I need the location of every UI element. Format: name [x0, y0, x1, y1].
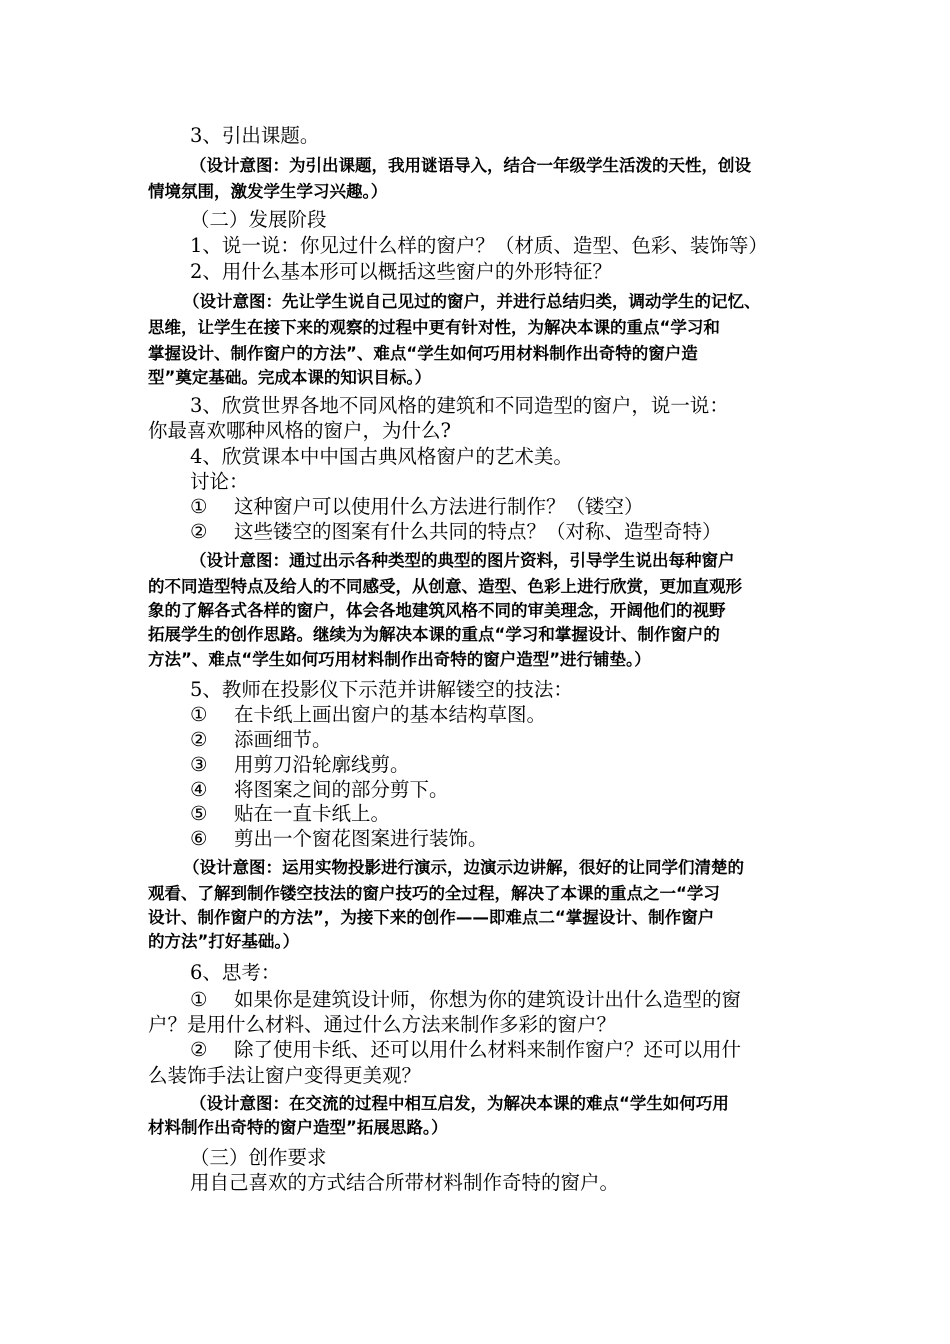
item-marker: ④ [190, 778, 208, 801]
step-3-heading: 3、引出课题。 [190, 124, 320, 147]
item-marker: ① [190, 495, 208, 518]
design-intent-3-line-3: 象的了解各式各样的窗户，体会各地建筑风格不同的审美理念，开阔他们的视野 [148, 601, 726, 620]
think-item-2-line-1 [190, 1040, 741, 1060]
section-3-heading: （三）创作要求 [190, 1146, 327, 1169]
question-6: 6、思考： [190, 961, 281, 984]
item-text: 如果你是建筑设计师，你想为你的建筑设计出什么造型的窗 [234, 988, 742, 1011]
think-item-1-line-2: 户？是用什么材料、通过什么方法来制作多彩的窗户？ [148, 1013, 617, 1036]
item-marker: ③ [190, 753, 208, 776]
item-text: 将图案之间的部分剪下。 [234, 778, 449, 801]
design-intent-2-line-4: 型”奠定基础。完成本课的知识目标。） [148, 368, 432, 387]
design-intent-4-line-2: 观看、了解到制作镂空技法的窗户技巧的全过程，解决了本课的重点之一“学习 [148, 884, 720, 903]
design-intent-5-line-1: （设计意图：在交流的过程中相互启发，为解决本课的难点“学生如何巧用 [190, 1094, 729, 1113]
step-item [190, 705, 546, 725]
creation-requirement: 用自己喜欢的方式结合所带材料制作奇特的窗户。 [190, 1171, 620, 1194]
step-item [190, 804, 390, 824]
item-text: 剪出一个窗花图案进行装饰。 [234, 827, 488, 850]
design-intent-3-line-4: 拓展学生的创作思路。继续为为解决本课的重点“学习和掌握设计、制作窗户的 [148, 625, 720, 644]
think-item-1-line-1 [190, 990, 741, 1010]
item-marker: ② [190, 520, 208, 543]
question-4: 4、欣赏课本中中国古典风格窗户的艺术美。 [190, 445, 573, 468]
item-marker: ② [190, 1038, 208, 1061]
design-intent-2-line-1: （设计意图：先让学生说自己见过的窗户，并进行总结归类，调动学生的记忆、 [183, 292, 761, 311]
item-marker: ② [190, 728, 208, 751]
discussion-item [190, 497, 644, 517]
design-intent-4-line-4: 的方法”打好基础。） [148, 932, 300, 951]
design-intent-3-line-5: 方法”、难点“学生如何巧用材料制作出奇特的窗户造型”进行铺垫。） [148, 650, 651, 669]
design-intent-5-line-2: 材料制作出奇特的窗户造型”拓展思路。） [148, 1118, 448, 1137]
item-text: 添画细节。 [234, 728, 332, 751]
step-item [190, 730, 332, 750]
item-text: 这些镂空的图案有什么共同的特点？（对称、造型奇特） [234, 520, 722, 543]
item-text: 除了使用卡纸、还可以用什么材料来制作窗户？还可以用什 [234, 1038, 742, 1061]
design-intent-2-line-3: 掌握设计、制作窗户的方法”、难点“学生如何巧用材料制作出奇特的窗户造 [148, 344, 698, 363]
item-marker: ⑥ [190, 827, 208, 850]
design-intent-4-line-3: 设计、制作窗户的方法”，为接下来的创作——即难点二“掌握设计、制作窗户 [148, 908, 715, 927]
item-text: 这种窗户可以使用什么方法进行制作？（镂空） [234, 495, 644, 518]
item-marker: ① [190, 988, 208, 1011]
question-3-line-2: 你最喜欢哪种风格的窗户，为什么? [148, 419, 451, 442]
discussion-item [190, 522, 722, 542]
question-3-line-1: 3、欣赏世界各地不同风格的建筑和不同造型的窗户，说一说： [190, 394, 729, 417]
item-text: 贴在一直卡纸上。 [234, 802, 391, 825]
step-item [190, 829, 488, 849]
item-marker: ⑤ [190, 802, 208, 825]
item-text: 在卡纸上画出窗户的基本结构草图。 [234, 703, 547, 726]
design-intent-4-line-1: （设计意图：运用实物投影进行演示，边演示边讲解，很好的让同学们清楚的 [183, 858, 744, 877]
design-intent-3-line-2: 的不同造型特点及给人的不同感受，从创意、造型、色彩上进行欣赏，更加直观形 [148, 577, 742, 596]
item-text: 用剪刀沿轮廓线剪。 [234, 753, 410, 776]
step-item [190, 755, 410, 775]
question-2: 2、用什么基本形可以概括这些窗户的外形特征？ [190, 260, 612, 283]
step-item [190, 780, 449, 800]
section-2-heading: （二）发展阶段 [190, 208, 327, 231]
discussion-label: 讨论： [190, 470, 249, 493]
design-intent-3-line-1: （设计意图：通过出示各种类型的典型的图片资料，引导学生说出每种窗户 [190, 551, 735, 570]
question-1: 1、说一说：你见过什么样的窗户？（材质、造型、色彩、装饰等） [190, 234, 768, 257]
design-intent-1-line-2: 情境氛围，激发学生学习兴趣。） [148, 182, 388, 201]
item-marker: ① [190, 703, 208, 726]
design-intent-2-line-2: 思维，让学生在接下来的观察的过程中更有针对性，为解决本课的重点“学习和 [148, 318, 720, 337]
design-intent-1-line-1: （设计意图：为引出课题，我用谜语导入，结合一年级学生活泼的天性，创设 [190, 156, 751, 175]
think-item-2-line-2: 么装饰手法让窗户变得更美观？ [148, 1064, 422, 1087]
question-5: 5、教师在投影仪下示范并讲解镂空的技法： [190, 678, 573, 701]
